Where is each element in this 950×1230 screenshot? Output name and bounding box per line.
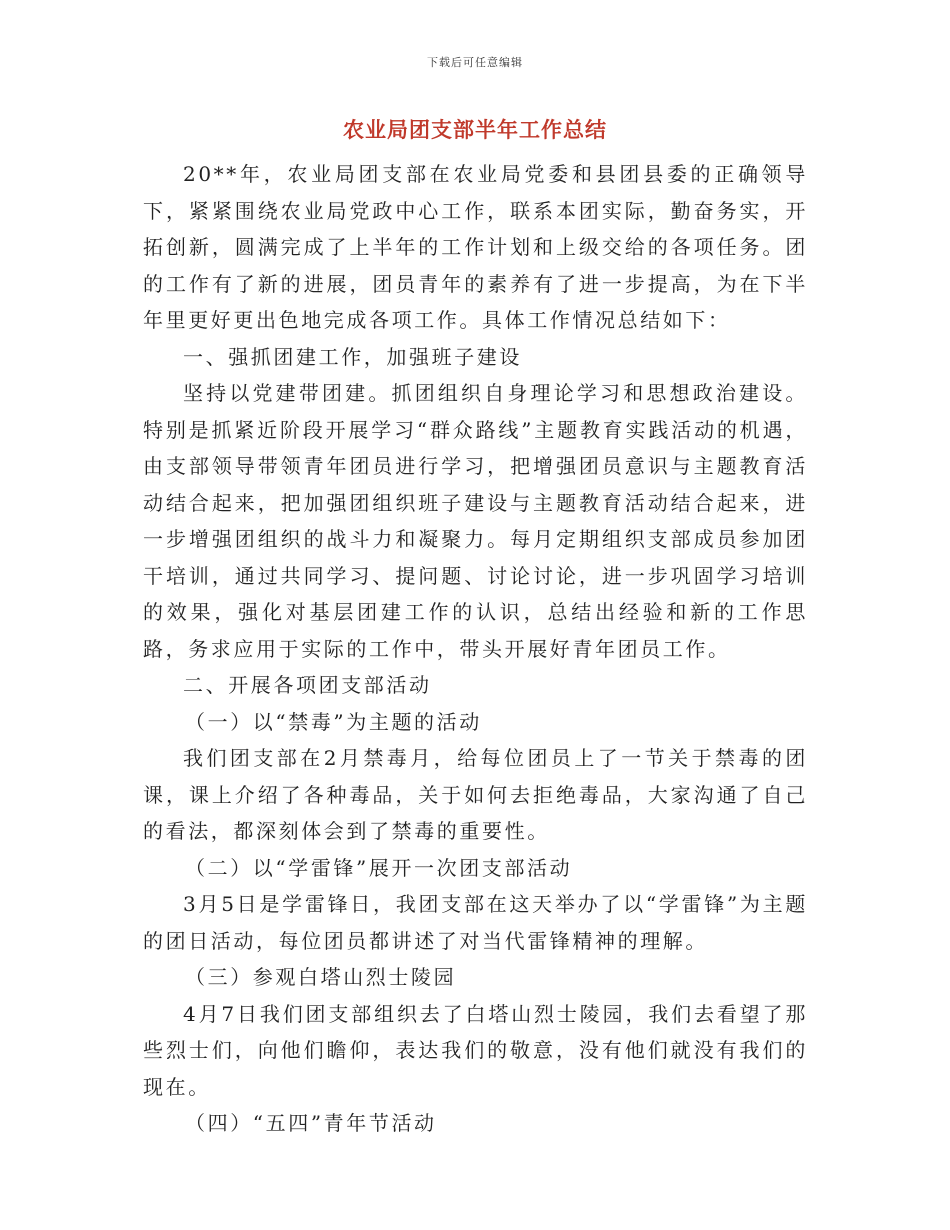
section-heading-2: 二、开展各项团支部活动 [183,673,432,697]
section-1-paragraph: 坚持以党建带团建。抓团组织自身理论学习和思想政治建设。特别是抓紧近阶段开展学习“群众路线”主题教育实践活动的机遇，由支部领导带领青年团员进行学习，把增强团员意识与主题教育活动结合起来，把加强团组织班子建设与主题教育活动结合起来，进一步增强团组织的战斗力和凝聚力。每月定期组织支部成员参加团干培训，通过共同学习、提问题、讨论讨论，进一步巩固学习培训的效果，强化对基层团建工作的认识，总结出经验和新的工作思路，务求应用于实际的工作中，带头开展好青年团员工作。 [143,381,808,661]
subsection-heading-4: （四）“五四”青年节活动 [185,1111,437,1135]
subsection-1-paragraph: 我们团支部在2月禁毒月，给每位团员上了一节关于禁毒的团课，课上介绍了各种毒品，关于如何去拒绝毒品，大家沟通了自己的看法，都深刻体会到了禁毒的重要性。 [143,746,808,843]
subsection-3-paragraph: 4月7日我们团支部组织去了白塔山烈士陵园，我们去看望了那些烈士们，向他们瞻仰，表达我们的敬意，没有他们就没有我们的现在。 [143,1001,808,1099]
section-heading-1: 一、强抓团建工作，加强班子建设 [183,344,522,369]
document-body [143,156,808,1142]
subsection-heading-1: （一）以“禁毒”为主题的活动 [185,709,482,734]
header-note: 下载后可任意编辑 [427,56,523,69]
subsection-heading-2: （二）以“学雷锋”展开一次团支部活动 [185,855,573,880]
intro-paragraph: 20**年，农业局团支部在农业局党委和县团县委的正确领导下，紧紧围绕农业局党政中心工作，联系本团实际，勤奋务实，开拓创新，圆满完成了上半年的工作计划和上级交给的各项任务。团的工作有了新的进展，团员青年的素养有了进一步提高，为在下半年里更好更出色地完成各项工作。具体工作情况总结如下： [143,162,808,332]
subsection-2-paragraph: 3月5日是学雷锋日，我团支部在这天举办了以“学雷锋”为主题的团日活动，每位团员都讲述了对当代雷锋精神的理解。 [143,892,808,953]
subsection-heading-3: （三）参观白塔山烈士陵园 [185,965,457,989]
document-title: 农业局团支部半年工作总结 [343,118,607,142]
